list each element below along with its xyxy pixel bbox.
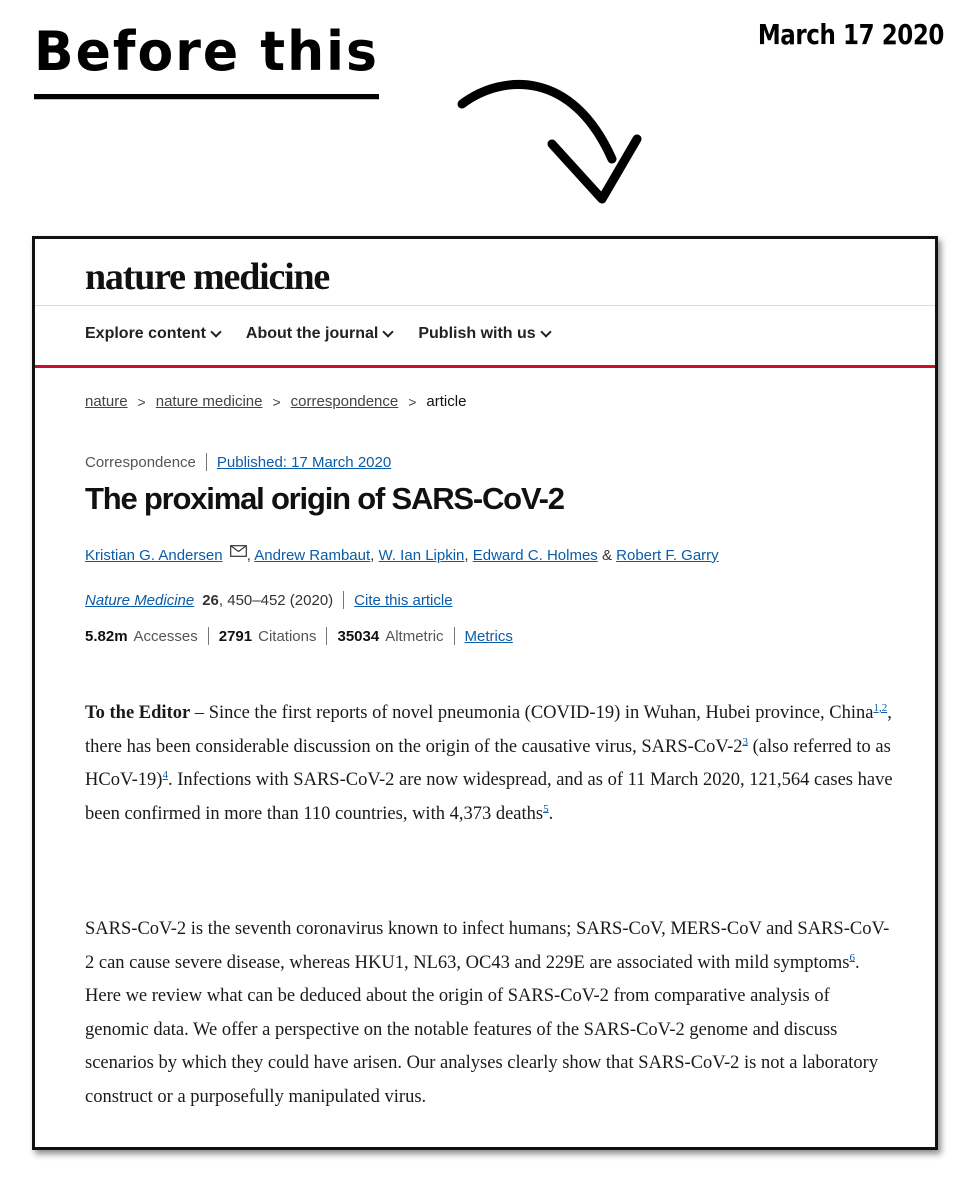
reference-link[interactable]: 4 <box>162 768 168 781</box>
chevron-right-icon: > <box>408 393 417 410</box>
author-sep: , <box>464 547 473 564</box>
pages-year: , 450–452 (2020) <box>218 591 334 609</box>
article-title: The proximal origin of SARS-CoV-2 <box>85 481 564 516</box>
reference-link[interactable]: 6 <box>849 951 855 964</box>
chevron-down-icon <box>210 326 221 337</box>
volume: 26 <box>202 591 219 609</box>
paragraph-text: – Since the first reports of novel pneumonia (COVID-19) in Wuhan, Hubei province, China <box>190 703 874 723</box>
nav-publish-with-us[interactable] <box>418 325 549 343</box>
reference-link[interactable]: 1,2 <box>873 701 888 714</box>
breadcrumb <box>85 393 466 410</box>
author-sep: & <box>597 547 617 564</box>
separator <box>208 627 209 645</box>
nav-label: About the journal <box>245 325 379 342</box>
cite-article-link[interactable]: Cite this article <box>354 591 453 609</box>
separator <box>343 591 344 609</box>
journal-link[interactable]: Nature Medicine <box>85 591 195 609</box>
article-stats <box>85 627 513 645</box>
author-link[interactable]: Edward C. Holmes <box>472 547 598 564</box>
chevron-right-icon: > <box>137 393 146 410</box>
curved-arrow-icon <box>452 64 652 214</box>
article-paragraph <box>85 913 895 1114</box>
separator <box>454 627 455 645</box>
citations-count: 2791 <box>218 627 253 645</box>
separator <box>206 453 207 471</box>
reference-link[interactable]: 5 <box>543 802 549 815</box>
chevron-right-icon: > <box>272 393 281 410</box>
altmetric-label: Altmetric <box>385 627 444 645</box>
journal-nav <box>85 325 550 343</box>
article-meta <box>85 453 391 471</box>
headline: Before this <box>34 10 379 99</box>
accesses-label: Accesses <box>133 627 198 645</box>
nav-about-journal[interactable] <box>246 325 392 343</box>
paragraph-text: . Infections with SARS-CoV-2 are now widespread, and as of 11 March 2020, 121,564 cases have been confirmed in more than 110 countries, with 4,373 deaths <box>85 770 893 824</box>
reference-link[interactable]: 3 <box>742 735 748 748</box>
nav-explore-content[interactable] <box>85 325 220 343</box>
separator <box>326 627 327 645</box>
paragraph-text: SARS-CoV-2 is the seventh coronavirus known to infect humans; SARS-CoV, MERS-CoV and SARS-CoV-2 can cause severe disease, whereas HKU1, NL63, OC43 and 229E are associated with mild symptoms <box>85 919 890 973</box>
date-tag: March 17 2020 <box>757 18 944 51</box>
chevron-down-icon <box>383 326 394 337</box>
breadcrumb-current: article <box>426 393 467 410</box>
article-screenshot <box>32 236 938 1150</box>
metrics-link[interactable]: Metrics <box>464 627 513 645</box>
author-list <box>85 545 719 564</box>
citation-line <box>85 591 453 609</box>
article-paragraph <box>85 697 895 831</box>
breadcrumb-correspondence[interactable]: correspondence <box>290 393 399 410</box>
nav-label: Publish with us <box>418 325 536 342</box>
paragraph-lead: To the Editor <box>85 703 191 723</box>
citations-label: Citations <box>258 627 317 645</box>
accesses-count: 5.82m <box>85 627 128 645</box>
published-date-link[interactable]: Published: 17 March 2020 <box>216 453 392 471</box>
author-link[interactable]: W. Ian Lipkin <box>378 547 465 564</box>
paragraph-text: , there has been considerable discussion on the origin of the causative virus, SARS-CoV-2 <box>85 703 892 757</box>
altmetric-count: 35034 <box>337 627 380 645</box>
nav-label: Explore content <box>85 325 206 342</box>
author-link[interactable]: Robert F. Garry <box>616 547 719 564</box>
chevron-down-icon <box>540 326 551 337</box>
author-link[interactable]: Kristian G. Andersen <box>85 547 223 564</box>
paragraph-text: (also referred to as HCoV-19) <box>85 736 891 790</box>
paragraph-text: . <box>548 803 554 824</box>
author-sep: , <box>246 547 255 564</box>
breadcrumb-nature-medicine[interactable]: nature medicine <box>155 393 263 410</box>
divider <box>35 305 935 306</box>
paragraph-text: . Here we review what can be deduced about the origin of SARS-CoV-2 from comparative analysis of genomic data. We offer a perspective on the notable features of the SARS-CoV-2 genome and discuss scenarios by which they could have arisen. Our analyses clearly show that SARS-CoV-2 is not a laboratory construct or a purposefully manipulated virus. <box>85 952 879 1107</box>
mail-icon[interactable] <box>230 545 247 557</box>
article-type: Correspondence <box>85 453 196 471</box>
author-sep: , <box>370 547 379 564</box>
breadcrumb-nature[interactable]: nature <box>85 393 128 410</box>
journal-logo[interactable]: nature medicine <box>85 256 330 298</box>
header-accent-rule <box>35 365 935 368</box>
author-link[interactable]: Andrew Rambaut <box>254 547 371 564</box>
